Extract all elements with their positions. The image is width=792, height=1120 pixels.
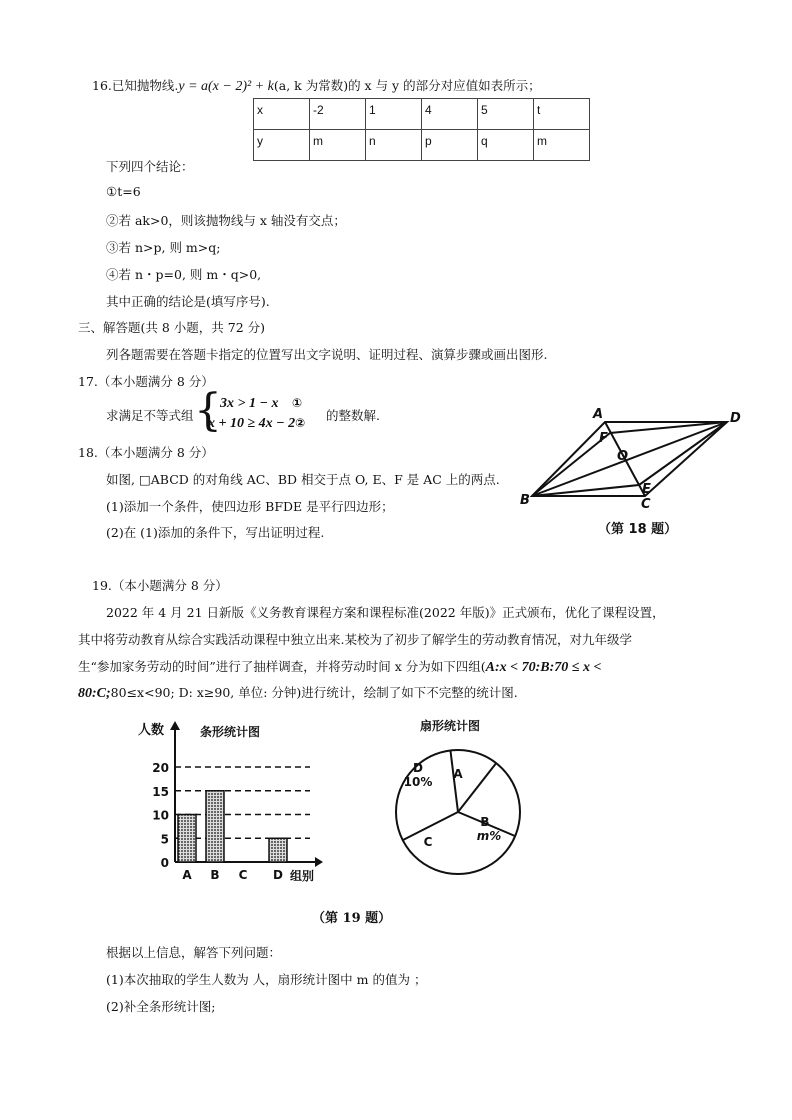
value-table	[253, 98, 590, 161]
q17-prefix: 求满足不等式组	[106, 408, 194, 423]
inequality-1: 3x > 1 − x ①	[220, 396, 303, 411]
bar-x-label: 组别	[290, 869, 315, 883]
pie-value-b: m%	[476, 829, 502, 843]
q16-item-1: ①t=6	[106, 184, 141, 199]
q18-line-1: 如图, □ABCD 的对角线 AC、BD 相交于点 O, E、F 是 AC 上的两点.	[106, 472, 500, 487]
table-cell: q	[478, 130, 534, 161]
y-tick-label: 10	[152, 808, 169, 823]
table-cell: p	[422, 130, 478, 161]
table-cell: t	[534, 99, 590, 130]
parabola-formula: y = a(x − 2)² + k	[178, 79, 274, 94]
y-tick-label: 5	[160, 832, 169, 847]
x-tick-label: D	[273, 868, 283, 882]
brace: {	[194, 385, 222, 436]
pie-divider	[458, 763, 496, 812]
bar-chart	[130, 712, 330, 887]
q19-caption: （第 19 题）	[312, 911, 392, 926]
x-tick-label: C	[238, 868, 248, 882]
y-tick-label: 20	[152, 761, 169, 775]
pie-value-d: 10%	[403, 775, 433, 789]
bar-layer	[152, 721, 323, 882]
y-axis-arrow	[170, 721, 180, 730]
x-tick-label: B	[210, 868, 220, 882]
pie-label-c: C	[423, 835, 433, 849]
x-axis-arrow	[315, 857, 323, 867]
q16-item-2: ②若 ak>0，则该抛物线与 x 轴没有交点；	[106, 213, 346, 228]
q17-suffix: 的整数解.	[326, 408, 380, 423]
segment-de	[639, 422, 727, 485]
table-cell: 1	[366, 99, 422, 130]
bar-y-label: 人数	[138, 723, 165, 738]
y-tick-label: 0	[160, 856, 169, 870]
q19-line-4: 80:C;80≤x<90; D: x≥90, 单位: 分钟)进行统计，绘制了如下不完整的统计图.	[78, 685, 518, 701]
q19-head: 19.（本小题满分 8 分）	[92, 578, 228, 593]
parallelogram-figure	[520, 400, 760, 545]
q16-item-4: ④若 n・p=0, 则 m・q>0,	[106, 267, 262, 282]
label-a: A	[593, 407, 604, 422]
bar-d	[269, 838, 287, 862]
pie-layer	[396, 750, 520, 874]
q16-stem: 16.已知抛物线.y = a(x − 2)² + k(a, k 为常数)的 x 与 y 的部分对应值如表所示；	[92, 78, 541, 94]
q18-line-3: (2)在 (1)添加的条件下，写出证明过程.	[106, 525, 325, 540]
table-row	[254, 99, 590, 130]
label-b: B	[520, 493, 530, 508]
q18-head: 18.（本小题满分 8 分）	[78, 445, 214, 460]
q19-line-3: 生“参加家务劳动的时间”进行了抽样调查，并将劳动时间 x 分为如下四组(A:x < 70:B:70 ≤ x <	[78, 659, 602, 675]
x-tick-label: A	[182, 868, 192, 882]
y-tick-label: 15	[152, 784, 169, 799]
table-cell: m	[534, 130, 590, 161]
label-d: D	[730, 411, 741, 426]
label-o: O	[617, 449, 629, 464]
pie-chart	[388, 712, 528, 887]
q19-after-3: (2)补全条形统计图;	[106, 999, 216, 1014]
q16-intro: 下列四个结论：	[106, 159, 194, 174]
bar-b	[206, 791, 224, 862]
q19-line-1: 2022 年 4 月 21 日新版《义务教育课程方案和课程标准(2022 年版)》正式颁布，优化了课程设置，	[106, 605, 665, 620]
q19-after-2: (1)本次抽取的学生人数为 人，扇形统计图中 m 的值为 ；	[106, 972, 427, 987]
table-cell: x	[254, 99, 310, 130]
table-cell: y	[254, 130, 310, 161]
section-title: 三、解答题(共 8 小题，共 72 分)	[78, 320, 266, 335]
q19-after-1: 根据以上信息，解答下列问题：	[106, 945, 282, 960]
q19-line-2: 其中将劳动教育从综合实践活动课程中独立出来.某校为了初步了解学生的劳动教育情况，对九年级学	[78, 632, 632, 647]
q16-ask: 其中正确的结论是(填写序号).	[106, 294, 270, 309]
diagonal-bd	[532, 422, 727, 496]
pie-label-b: B	[480, 815, 490, 829]
table-row	[254, 130, 590, 161]
pie-chart-title: 扇形统计图	[420, 719, 481, 733]
inequality-2: x + 10 ≥ 4x − 2②	[208, 416, 306, 431]
q17-head: 17.（本小题满分 8 分）	[78, 374, 214, 389]
pie-label-a: A	[453, 767, 463, 781]
label-e: E	[642, 482, 651, 497]
table-cell: -2	[310, 99, 366, 130]
q16-item-3: ③若 n>p, 则 m>q;	[106, 240, 221, 255]
label-c: C	[641, 497, 651, 512]
section-note: 列各题需要在答题卡指定的位置写出文字说明、证明过程、演算步骤或画出图形.	[106, 347, 548, 362]
table-cell: 5	[478, 99, 534, 130]
table-cell: n	[366, 130, 422, 161]
segment-fd	[610, 422, 727, 433]
q18-line-2: (1)添加一个条件，使四边形 BFDE 是平行四边形；	[106, 499, 394, 514]
figure-caption: （第 18 题）	[598, 522, 678, 537]
bar-chart-title: 条形统计图	[200, 725, 261, 739]
table-cell: m	[310, 130, 366, 161]
table-cell: 4	[422, 99, 478, 130]
pie-label-d: D	[413, 761, 423, 775]
bar-a	[178, 815, 196, 863]
pie-divider	[450, 750, 458, 812]
label-f: F	[599, 431, 608, 446]
